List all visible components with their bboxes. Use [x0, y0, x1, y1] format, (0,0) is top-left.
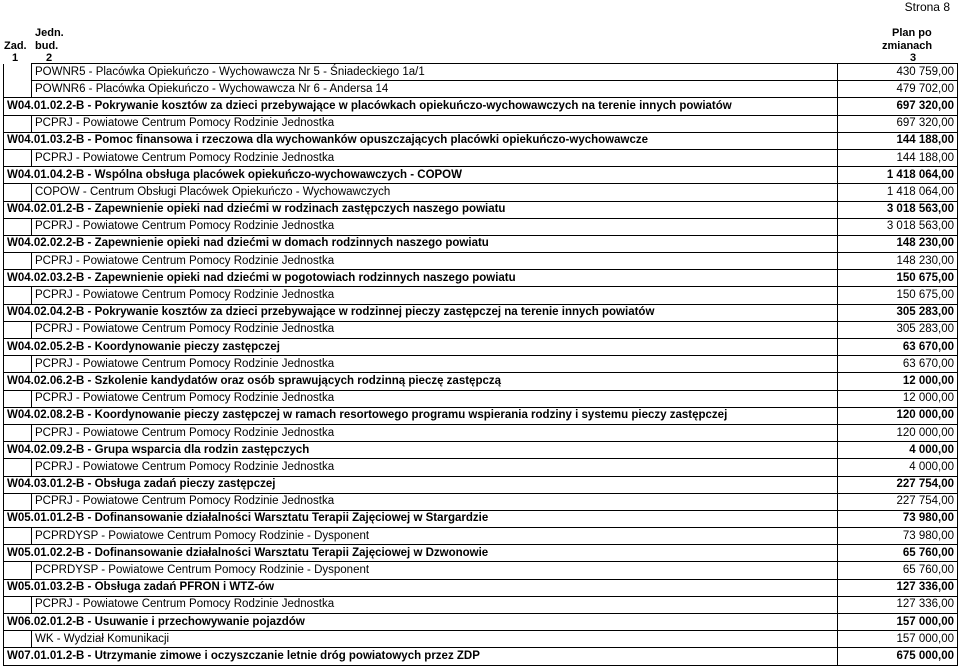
amount-cell: 4 000,00 — [838, 459, 958, 476]
header-num-2: 2 — [46, 52, 53, 64]
header-jedn-line1: Jedn. — [35, 27, 64, 39]
header-num-1: 1 — [12, 52, 19, 64]
task-row — [4, 476, 958, 493]
task-description: W05.01.01.2-B - Dofinansowanie działalności Warsztatu Terapii Zajęciowej w Stargardzie — [4, 510, 838, 527]
unit-row — [4, 287, 958, 304]
task-description: W04.02.04.2-B - Pokrywanie kosztów za dzieci przebywające w rodzinnej pieczy zastępczej na terenie innych powiatów — [4, 304, 838, 321]
task-description: W04.03.01.2-B - Obsługa zadań pieczy zastępczej — [4, 476, 838, 493]
unit-description: PCPRJ - Powiatowe Centrum Pomocy Rodzinie Jednostka — [32, 390, 838, 407]
amount-cell: 697 320,00 — [838, 98, 958, 115]
amount-cell: 305 283,00 — [838, 321, 958, 338]
unit-row — [4, 64, 958, 81]
amount-cell: 675 000,00 — [838, 648, 958, 665]
task-row — [4, 545, 958, 562]
amount-cell: 227 754,00 — [838, 476, 958, 493]
unit-description: POWNR5 - Placówka Opiekuńczo - Wychowawcza Nr 5 - Śniadeckiego 1a/1 — [32, 64, 838, 81]
unit-description: WK - Wydział Komunikacji — [32, 631, 838, 648]
header-jedn-line2: bud. — [35, 40, 59, 52]
amount-cell: 73 980,00 — [838, 510, 958, 527]
amount-cell: 697 320,00 — [838, 115, 958, 132]
task-description: W05.01.02.2-B - Dofinansowanie działalności Warsztatu Terapii Zajęciowej w Dzwonowie — [4, 545, 838, 562]
amount-cell: 144 188,00 — [838, 132, 958, 149]
task-description: W04.02.06.2-B - Szkolenie kandydatów oraz osób sprawujących rodzinną pieczę zastępczą — [4, 373, 838, 390]
amount-cell: 3 018 563,00 — [838, 218, 958, 235]
unit-row — [4, 562, 958, 579]
task-description: W04.02.02.2-B - Zapewnienie opieki nad dziećmi w domach rodzinnych naszego powiatu — [4, 235, 838, 252]
unit-description: PCPRJ - Powiatowe Centrum Pomocy Rodzinie Jednostka — [32, 493, 838, 510]
amount-cell: 148 230,00 — [838, 235, 958, 252]
indent-cell — [4, 321, 32, 338]
amount-cell: 63 670,00 — [838, 339, 958, 356]
task-row — [4, 304, 958, 321]
unit-description: PCPRJ - Powiatowe Centrum Pomocy Rodzinie Jednostka — [32, 459, 838, 476]
unit-row — [4, 149, 958, 166]
task-row — [4, 201, 958, 218]
indent-cell — [4, 528, 32, 545]
amount-cell: 227 754,00 — [838, 493, 958, 510]
indent-cell — [4, 253, 32, 270]
unit-description: PCPRJ - Powiatowe Centrum Pomocy Rodzinie Jednostka — [32, 149, 838, 166]
indent-cell — [4, 287, 32, 304]
indent-cell — [4, 459, 32, 476]
unit-row — [4, 115, 958, 132]
amount-cell: 12 000,00 — [838, 373, 958, 390]
amount-cell: 1 418 064,00 — [838, 167, 958, 184]
unit-row — [4, 528, 958, 545]
indent-cell — [4, 424, 32, 441]
indent-cell — [4, 81, 32, 98]
unit-description: PCPRJ - Powiatowe Centrum Pomocy Rodzinie Jednostka — [32, 253, 838, 270]
table-header — [0, 27, 960, 63]
unit-row — [4, 631, 958, 648]
unit-row — [4, 218, 958, 235]
unit-description: PCPRJ - Powiatowe Centrum Pomocy Rodzinie Jednostka — [32, 356, 838, 373]
task-description: W04.02.01.2-B - Zapewnienie opieki nad dziećmi w rodzinach zastępczych naszego powiatu — [4, 201, 838, 218]
amount-cell: 3 018 563,00 — [838, 201, 958, 218]
unit-row — [4, 493, 958, 510]
task-row — [4, 270, 958, 287]
amount-cell: 65 760,00 — [838, 545, 958, 562]
unit-description: PCPRJ - Powiatowe Centrum Pomocy Rodzinie Jednostka — [32, 115, 838, 132]
amount-cell: 430 759,00 — [838, 64, 958, 81]
amount-cell: 148 230,00 — [838, 253, 958, 270]
unit-description: PCPRJ - Powiatowe Centrum Pomocy Rodzinie Jednostka — [32, 321, 838, 338]
unit-description: PCPRJ - Powiatowe Centrum Pomocy Rodzinie Jednostka — [32, 218, 838, 235]
task-row — [4, 167, 958, 184]
task-row — [4, 614, 958, 631]
task-description: W04.01.03.2-B - Pomoc finansowa i rzeczowa dla wychowanków opuszczających placówki opiekuńczo-wychowawcze — [4, 132, 838, 149]
unit-description: PCPRJ - Powiatowe Centrum Pomocy Rodzinie Jednostka — [32, 424, 838, 441]
unit-description: PCPRDYSP - Powiatowe Centrum Pomocy Rodzinie - Dysponent — [32, 528, 838, 545]
indent-cell — [4, 390, 32, 407]
amount-cell: 150 675,00 — [838, 270, 958, 287]
task-description: W04.02.08.2-B - Koordynowanie pieczy zastępczej w ramach resortowego programu wspierania rodziny i systemu pieczy zastępczej — [4, 407, 838, 424]
indent-cell — [4, 184, 32, 201]
budget-table — [3, 63, 958, 666]
task-row — [4, 373, 958, 390]
amount-cell: 157 000,00 — [838, 614, 958, 631]
task-row — [4, 579, 958, 596]
amount-cell: 73 980,00 — [838, 528, 958, 545]
unit-row — [4, 390, 958, 407]
amount-cell: 157 000,00 — [838, 631, 958, 648]
unit-description: COPOW - Centrum Obsługi Placówek Opiekuńczo - Wychowawczych — [32, 184, 838, 201]
indent-cell — [4, 493, 32, 510]
amount-cell: 120 000,00 — [838, 424, 958, 441]
unit-row — [4, 184, 958, 201]
task-row — [4, 648, 958, 665]
unit-description: PCPRJ - Powiatowe Centrum Pomocy Rodzinie Jednostka — [32, 287, 838, 304]
task-description: W04.02.09.2-B - Grupa wsparcia dla rodzin zastępczych — [4, 442, 838, 459]
amount-cell: 120 000,00 — [838, 407, 958, 424]
indent-cell — [4, 64, 32, 81]
task-description: W06.02.01.2-B - Usuwanie i przechowywanie pojazdów — [4, 614, 838, 631]
task-row — [4, 510, 958, 527]
indent-cell — [4, 356, 32, 373]
header-num-3: 3 — [910, 52, 917, 64]
indent-cell — [4, 631, 32, 648]
amount-cell: 65 760,00 — [838, 562, 958, 579]
header-plan-line2: zmianach — [882, 40, 933, 52]
indent-cell — [4, 149, 32, 166]
task-row — [4, 407, 958, 424]
header-plan-line1: Plan po — [892, 27, 932, 39]
unit-row — [4, 253, 958, 270]
amount-cell: 305 283,00 — [838, 304, 958, 321]
task-description: W07.01.01.2-B - Utrzymanie zimowe i oczyszczanie letnie dróg powiatowych przez ZDP — [4, 648, 838, 665]
amount-cell: 479 702,00 — [838, 81, 958, 98]
task-row — [4, 339, 958, 356]
budget-table-body — [4, 64, 958, 666]
indent-cell — [4, 115, 32, 132]
task-description: W05.01.03.2-B - Obsługa zadań PFRON i WTZ-ów — [4, 579, 838, 596]
amount-cell: 63 670,00 — [838, 356, 958, 373]
task-row — [4, 98, 958, 115]
task-description: W04.01.02.2-B - Pokrywanie kosztów za dzieci przebywające w placówkach opiekuńczo-wychowawczych na terenie innych powiatów — [4, 98, 838, 115]
indent-cell — [4, 562, 32, 579]
task-description: W04.02.03.2-B - Zapewnienie opieki nad dziećmi w pogotowiach rodzinnych naszego powiatu — [4, 270, 838, 287]
amount-cell: 127 336,00 — [838, 579, 958, 596]
unit-row — [4, 424, 958, 441]
unit-row — [4, 321, 958, 338]
task-row — [4, 442, 958, 459]
unit-row — [4, 81, 958, 98]
unit-row — [4, 596, 958, 613]
task-row — [4, 235, 958, 252]
header-zad: Zad. — [4, 40, 27, 52]
amount-cell: 12 000,00 — [838, 390, 958, 407]
amount-cell: 127 336,00 — [838, 596, 958, 613]
indent-cell — [4, 596, 32, 613]
unit-row — [4, 356, 958, 373]
amount-cell: 1 418 064,00 — [838, 184, 958, 201]
task-description: W04.01.04.2-B - Wspólna obsługa placówek opiekuńczo-wychowawczych - COPOW — [4, 167, 838, 184]
amount-cell: 150 675,00 — [838, 287, 958, 304]
task-description: W04.02.05.2-B - Koordynowanie pieczy zastępczej — [4, 339, 838, 356]
page-number: Strona 8 — [904, 0, 950, 14]
unit-description: PCPRDYSP - Powiatowe Centrum Pomocy Rodzinie - Dysponent — [32, 562, 838, 579]
unit-description: POWNR6 - Placówka Opiekuńczo - Wychowawcza Nr 6 - Andersa 14 — [32, 81, 838, 98]
unit-description: PCPRJ - Powiatowe Centrum Pomocy Rodzinie Jednostka — [32, 596, 838, 613]
amount-cell: 4 000,00 — [838, 442, 958, 459]
task-row — [4, 132, 958, 149]
indent-cell — [4, 218, 32, 235]
unit-row — [4, 459, 958, 476]
amount-cell: 144 188,00 — [838, 149, 958, 166]
